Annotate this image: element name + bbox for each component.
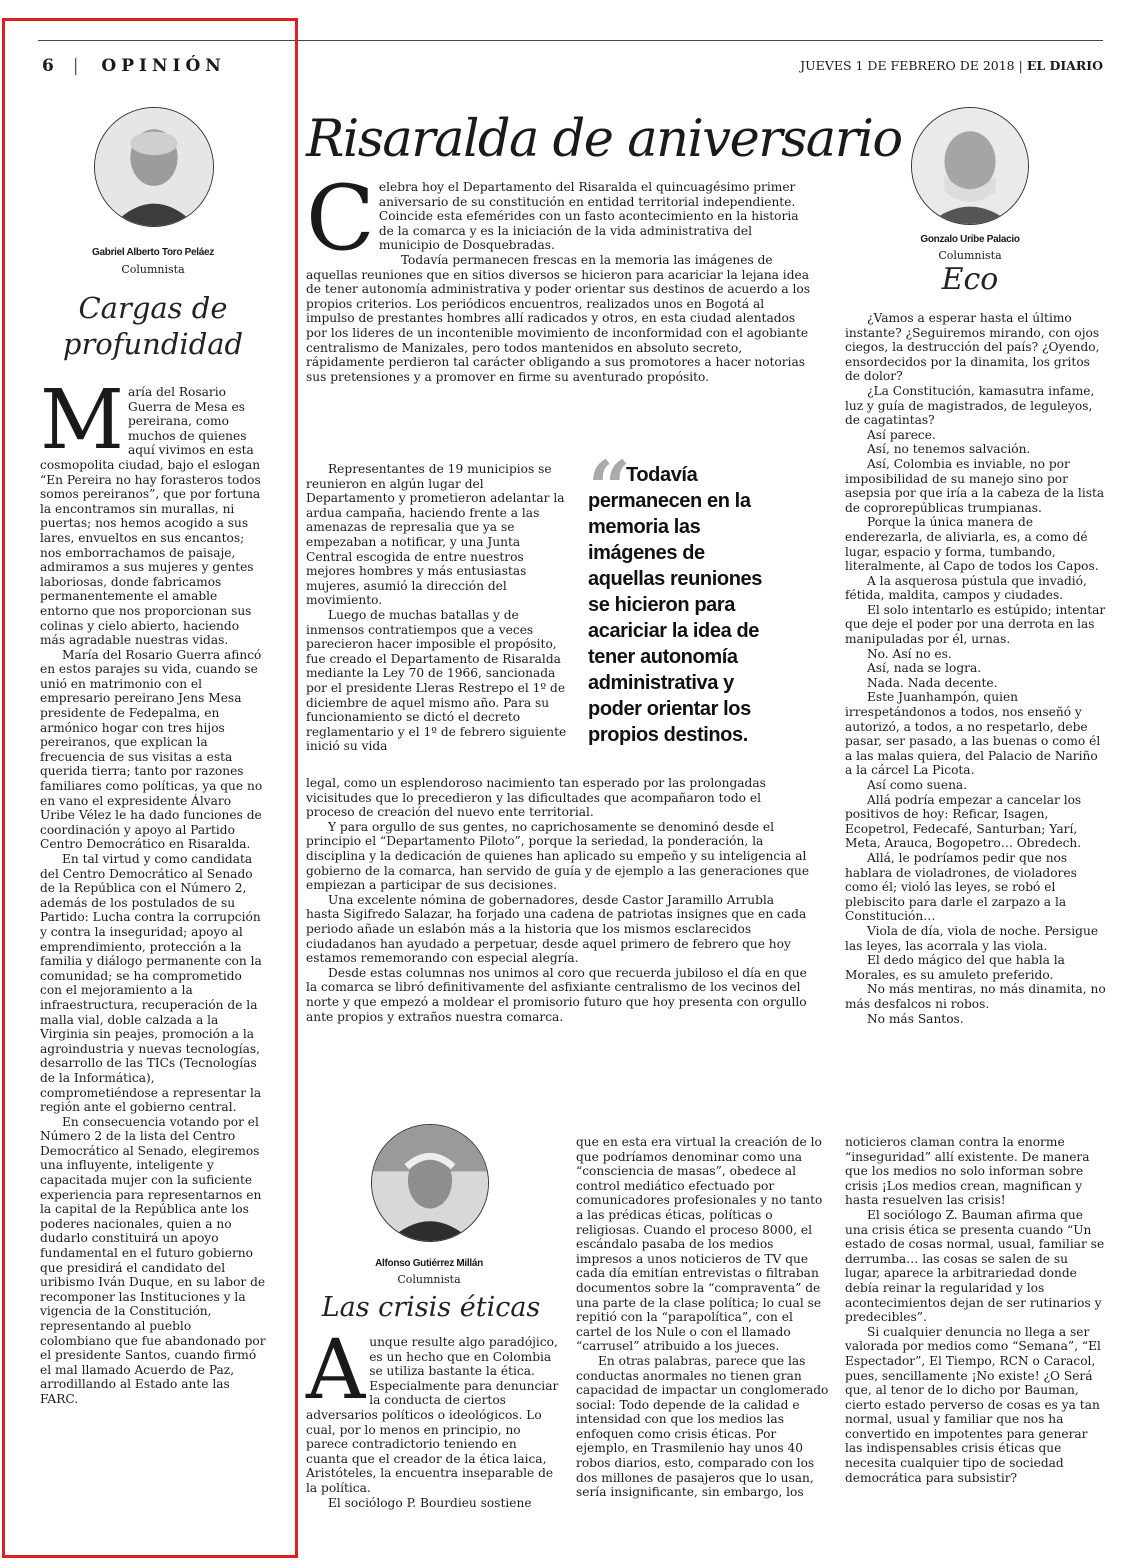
paragraph: Allá, le podríamos pedir que nos hablara de violadrones, de violadores como él; violó las leyes, se robó el plebiscito para darle el zarpazo a la Constitución… (845, 850, 1077, 924)
drop-cap: A (306, 1323, 366, 1418)
left-column-body: María del Rosario Guerra de Mesa es pereirana, como muchos de quienes aquí vivimos en esta cosmopolita ciudad, bajo el eslogan “En Pereira no hay forasteros todos somos pereiranos”, que por fortuna la encontramos sin murallas, ni puertas; nos hemos acogido a sus lares, envueltos en sus encantos; nos emborrachamos de paisaje, admiramos a sus mujeres y gentes laboriosas, donde fabricamos permanentemente el amable entorno que nos proporcionan sus colinas y cielo abierto, haciendo más agradable nuestras vidas. María del Rosario Guerra afincó en estos parajes su vida, cuando se unió en matrimonio con el empresario pereirano Jens Mesa presidente de Fedepalma, en armónico hogar con tres hijos pereiranos, que explican la frecuencia de sus visitas a esta querida tierra; tanto por razones familiares como políticas, ya que no en vano el expresidente Álvaro Uribe Vélez le ha dado funciones de coordinación y apoyo al Partido Centro Democrático en Risaralda. En tal virtud y como candidata del Centro Democrático al Senado de la República con el Número 2, además de los postulados de su Partido: Lucha contra la corrupción y contra la inseguridad; apoyo al emprendimiento, protección a la familia y diálogo permanente con la comunidad; se ha comprometido con el mejoramiento a la infraestructura, recuperación de la malla vial, doble calzada a la Virginia sin peajes, promoción a la agroindustria y nuevas tecnologías, desarrollo de las TICs (Tecnologías de la Informática), comprometiéndose a representar la región ante el gobierno central. En consecuencia votando por el Número 2 de la lista del Centro Democrático al Senado, elegiremos una influyente, inteligente y capacitada mujer con la suficiente experiencia para representarnos en la capital de la República ante los poderes nacionales, quien a no dudarlo constituirá un apoyo fundamental en el futuro gobierno que presidirá el candidato del uribismo Iván Duque, en su labor de recomponer las Instituciones y la vigencia de la Constitución, representando al pueblo colombiano que fue abandonado por el presidente Santos, cuando firmó el mal llamado Acuerdo de Paz, arrodillando al Estado ante las FARC. (40, 373, 266, 1406)
paragraph: Así, Colombia es inviable, no por imposibilidad de su manejo sino por asepsia por que iría a la cabeza de la lista de coprorepúblicas trumpianas. (845, 456, 1105, 515)
section-name: OPINIÓN (101, 56, 226, 76)
paragraph: Viola de día, viola de noche. Persigue las leyes, las acorrala y las viola. (845, 923, 1099, 953)
paragraph: legal, como un esplendoroso nacimiento tan esperado por las prolongadas vicisitudes que lo precedieron y las dificultades que acompañaron todo el proceso de creación del nuevo ente territorial. (306, 776, 766, 820)
paragraph: Nada. Nada decente. (867, 675, 998, 690)
paragraph: No. Así no es. (867, 646, 952, 661)
paragraph: Si cualquier denuncia no llega a ser valorada por medios como “Semana”, “El Espectador”, El Tiempo, RCN o Caracol, pues, sencillamente ¡No existe! ¿O Será que, al tenor de lo dicho por Bauman, cierto estado perverso de cosas es ya tan normal, usual y familiar que nos ha convertido en impotentes para generar las indispensables crisis éticas que necesita cualquier tipo de sociedad democrática para subsistir? (845, 1324, 1101, 1485)
bottom-article-col3 (845, 1135, 1107, 1485)
portrait-icon (912, 108, 1028, 224)
paragraph: Así parece. (867, 427, 936, 442)
paragraph: ¿La Constitución, kamasutra infame, luz y guía de magistrados, de leguleyos, de cagatintas? (845, 383, 1095, 428)
paragraph: Así, nada se logra. (867, 661, 982, 676)
main-article-tail (306, 776, 810, 1024)
paragraph: No más Santos. (867, 1011, 964, 1026)
author-name: Gabriel Alberto Toro Peláez (92, 247, 214, 258)
author-name: Gonzalo Uribe Palacio (920, 234, 1020, 245)
drop-cap: C (306, 166, 375, 271)
paragraph: Todavía permanecen frescas en la memoria las imágenes de aquellas reuniones que en sitios diversos se hicieron para acariciar la lejana idea de tener autonomía administrativa y poder orientar sus destinos de acuerdo a los propios criterios. Los periódicos encuentros, realizados unos en Bogotá al impulso de prestantes hombres allí radicados y otros, en esta ciudad alentados por los lideres de un incontenible movimiento de inconformidad con el agobiante centralismo de Manizales, pero todos mantenidos en absoluto secreto, rápidamente perdieron tal carácter obligando a sus promotores a hacer notorias sus pretensiones y a promover en firme su aventurado propósito. (306, 252, 810, 384)
header-separator: | (72, 56, 79, 76)
drop-cap: M (40, 373, 124, 468)
issue-date: JUEVES 1 DE FEBRERO DE 2018 | (800, 58, 1023, 73)
paragraph: Luego de muchas batallas y de inmensos contratiempos que a veces parecieron hacer imposible el propósito, fue creado el Departamento de Risaralda mediante la Ley 70 de 1966, sancionada por el presidente Lleras Restrepo el 1º de diciembre de aquel mismo año. Para su funcionamiento se dictó el decreto reglamentario y el 1º de febrero siguiente inició su vida (306, 607, 567, 754)
author-name: Alfonso Gutiérrez Millán (375, 1258, 483, 1269)
pull-quote-text: Todavía permanecen en la memoria las imágenes de aquellas reuniones se hicieron para acariciar la idea de tener autonomía administrativa y poder orientar los propios destinos. (588, 464, 762, 746)
quote-mark-icon: “ (588, 446, 631, 532)
paragraph: Así, no tenemos salvación. (867, 442, 1031, 457)
main-headline: Risaralda de aniversario (306, 110, 902, 169)
paragraph: En otras palabras, parece que las conductas anormales no tienen gran capacidad de impactar un conglomerado social: Todo depende de la calidad e intensidad con que los medios las enfoquen como crisis éticas. Por ejemplo, en Trasmilenio hay unos 40 robos diarios, esto, comparado con los dos millones de pasajeros que lo usan, sería insignificante, sin embargo, los (576, 1353, 829, 1500)
paragraph: Allá podría empezar a cancelar los positivos de hoy: Reficar, Isagen, Ecopetrol, Fedecafé, Santurban; Yarí, Meta, Arauca, Bogopetro… Obredech. (845, 792, 1082, 851)
portrait-icon (95, 108, 213, 226)
paragraph: En tal virtud y como candidata del Centro Democrático al Senado de la República con el Número 2, además de los postulados de su Partido: Lucha contra la corrupción y contra la inseguridad; apoyo al emprendimiento, protección a la familia y diálogo permanente con la comunidad; se ha comprometido con el mejoramiento a la infraestructura, recuperación de la malla vial, doble calzada a la Virginia sin peajes, promoción a la agroindustria y nuevas tecnologías, desarrollo de las TICs (Tecnologías de la Informática), comprometiéndose a representar la región ante el gobierno central. (40, 852, 262, 1115)
paragraph: El sociólogo Z. Bauman afirma que una crisis ética se presenta cuando “Un estado de cosas normal, usual, familiar se derrumba… las cosas se salen de su lugar, aparece la arbitrariedad donde debía reinar la regularidad y los acontecimientos dejan de ser rutinarios y predecibles”. (845, 1207, 1105, 1325)
paragraph: Desde estas columnas nos unimos al coro que recuerda jubiloso el día en que la comarca se libró definitivamente del asfixiante centralismo de los vecinos del norte y que empezó a moldear el promisorio futuro que hoy presenta con orgullo ante propios y extraños nuestra comarca. (306, 965, 807, 1024)
pull-quote (588, 446, 784, 748)
portrait-icon (372, 1125, 488, 1241)
paragraph: Una excelente nómina de gobernadores, desde Castor Jaramillo Arrubla hasta Sigifredo Salazar, ha forjado una cadena de patriotas insignes que en cada periodo añade un eslabón más a la historia que los mismos esclarecidos ciudadanos han ayudado a perpetuar, desde aquel primero de febrero que hoy estamos rememorando con especial alegría. (306, 892, 807, 966)
right-column-body (845, 311, 1107, 1026)
column-title: Eco (941, 262, 999, 297)
paragraph: En consecuencia votando por el Número 2 de la lista del Centro Democrático al Senado, elegiremos una influyente, inteligente y capacitada mujer con la suficiente experiencia para representarnos en la capital de la República ante los poderes nacionales, quien a no dudarlo constituirá un apoyo fundamental en el futuro gobierno que presidirá el candidato del uribismo Iván Duque, en su labor de recomponer las Instituciones y la vigencia de la Constitución, representando al pueblo colombiano que fue abandonado por el presidente Santos, cuando firmó el mal llamado Acuerdo de Paz, arrodillando al Estado ante las FARC. (40, 1114, 266, 1406)
paragraph: El dedo mágico del que habla la Morales, es su amuleto preferido. (845, 953, 1065, 982)
paragraph: ¿Vamos a esperar hasta el último instante? ¿Seguiremos mirando, con ojos ciegos, la destrucción del país? ¿Oyendo, ensordecidos por la dinamita, los gritos de dolor? (845, 311, 1100, 384)
author-photo-toro (94, 107, 214, 227)
author-photo-uribe (911, 107, 1029, 225)
paragraph: El sociólogo P. Bourdieu sostiene (328, 1495, 532, 1510)
paragraph: A la asquerosa pústula que invadió, fétida, maldita, campos y ciudades. (845, 573, 1087, 603)
newspaper-name: EL DIARIO (1026, 58, 1103, 73)
paragraph: El solo intentarlo es estúpido; intentar que deje el poder por una derrota en las manipuladas por él, urnas. (845, 602, 1106, 647)
author-photo-gutierrez (371, 1124, 489, 1242)
main-article-lead: Celebra hoy el Departamento del Risaralda el quincuagésimo primer aniversario de su constitución en entidad territorial independiente. Coincide esta efemérides con un fasto acontecimiento en la historia de la comarca y es la iniciación de la vida administrativa del municipio de Dosquebradas. Todavía permanecen frescas en la memoria las imágenes de aquellas reuniones que en sitios diversos se hicieron para acariciar la lejana idea de tener autonomía administrativa y poder orientar sus destinos de acuerdo a los propios criterios. Los periódicos encuentros, realizados unos en Bogotá al impulso de prestantes hombres allí radicados y otros, en esta ciudad alentados por los lideres de un incontenible movimiento de inconformidad con el agobiante centralismo de Manizales, pero todos mantenidos en absoluto secreto, rápidamente perdieron tal carácter obligando a sus promotores a hacer notorias sus pretensiones y a promover en firme su aventurado propósito. (306, 166, 810, 384)
paragraph: Y para orgullo de sus gentes, no caprichosamente se denominó desde el principio el “Departamento Piloto”, porque la seriedad, la ponderación, la disciplina y la dedicación de quienes han aplicado su empeño y su inteligencia al gobierno de la comarca, han servido de guía y de ejemplo a las generaciones que empiezan a participar de sus decisiones. (306, 819, 810, 893)
author-role: Columnista (938, 249, 1002, 262)
article-title: Las crisis éticas (321, 1292, 541, 1323)
author-role: Columnista (397, 1273, 461, 1286)
bottom-article-col2 (576, 1135, 832, 1500)
column-title: Cargas de profundidad (62, 291, 244, 361)
paragraph: Representantes de 19 municipios se reunieron en algún lugar del Departamento y prometieron adelantar la ardua campaña, haciendo frente a las amenazas de represalia que ya se empezaban a notificar, y una Junta Central escogida de entre nuestros mejores hombres y más entusiastas mujeres, asumió la dirección del movimiento. (306, 462, 565, 608)
paragraph: noticieros claman contra la enorme “inseguridad” allí existente. De manera que los medios no solo informan sobre crisis ¡Los medios crean, magnifican y hasta resuelven las crisis! (845, 1135, 1090, 1208)
paragraph: Así como suena. (867, 778, 968, 792)
dateline (800, 58, 1103, 73)
paragraph: que en esta era virtual la creación de lo que podríamos denominar como una “consciencia de masas”, obedece al control mediático efectuado por comunicadores profesionales y no tanto a las prédicas éticas, políticas o religiosas. Cuando el proceso 8000, el escándalo pasaba de los medios impresos a unos noticieros de TV que cada día emitían entrevistas o filtraban documentos sobre la “compraventa” de una parte de la clase política; lo cual se repitió con la “parapolítica”, con el cartel de los Nule o con el llamado “carrusel” atribuido a los jueces. (576, 1135, 823, 1354)
author-role: Columnista (121, 263, 185, 276)
paragraph: Porque la única manera de enderezarla, de aliviarla, es, a como dé lugar, espacio y forma, tumbando, literalmente, al Capo de todos los Capos. (845, 515, 1099, 574)
bottom-article-col1: Aunque resulte algo paradójico, es un hecho que en Colombia se utiliza bastante la ética. Especialmente para denunciar la conducta de ciertos adversarios políticos o ideológicos. Lo cual, por lo menos en principio, no parece contradictorio teniendo en cuanta que el creador de la ética laica, Aristóteles, la encuentra inseparable de la política. El sociólogo P. Bourdieu sostiene (306, 1323, 559, 1510)
paragraph: No más mentiras, no más dinamita, no más desfalcos ni robos. (845, 982, 1106, 1011)
paragraph: Este Juanhampón, quien irrespetándonos a todos, nos enseñó y autorizó, a todos, a no respetarlo, debe pasar, ser pasado, a las buenas o como él a las malas quiera, del Palacio de Nariño a la cárcel La Picota. (845, 690, 1101, 778)
page-number: 6 (42, 56, 54, 76)
paragraph: María del Rosario Guerra afincó en estos parajes su vida, cuando se unió en matrimonio con el empresario pereirano Jens Mesa presidente de Fedepalma, en armónico hogar con tres hijos pereiranos, que explican la frecuencia de sus visitas a esta querida tierra; tanto por razones familiares como políticas, ya que no en vano el expresidente Álvaro Uribe Vélez le ha dado funciones de coordinación y apoyo al Partido Centro Democrático en Risaralda. (40, 647, 263, 852)
main-article-narrow (306, 462, 568, 754)
